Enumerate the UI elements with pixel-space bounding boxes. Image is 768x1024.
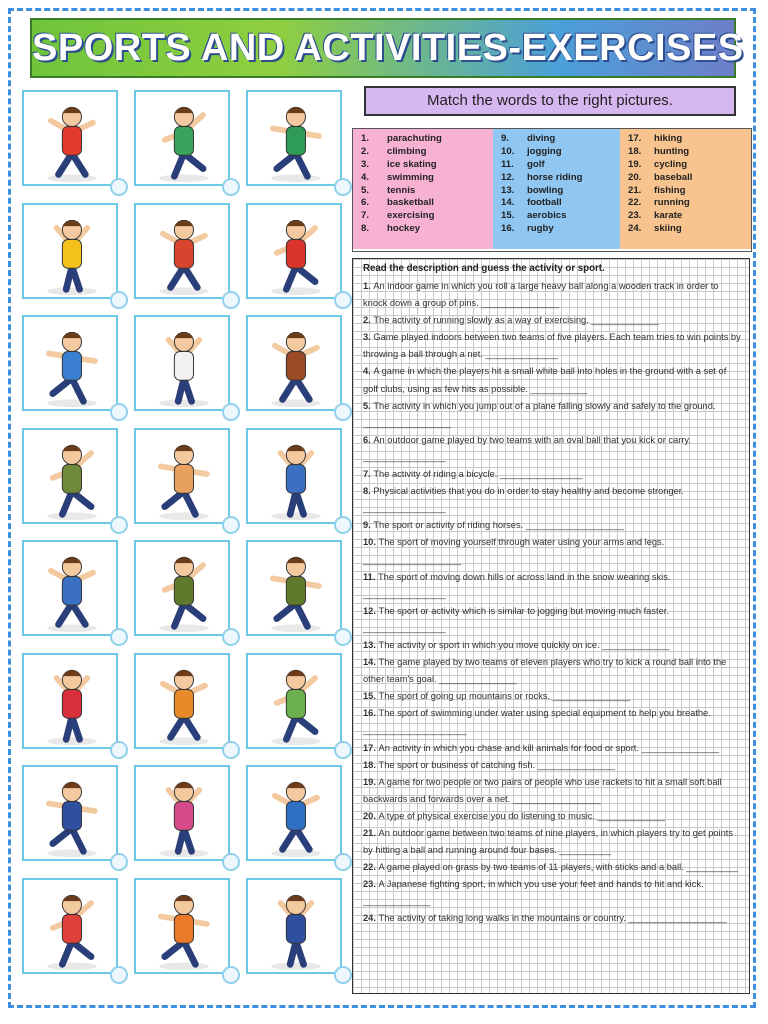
word-bank-item [628,159,751,172]
word-number: 21. [628,184,642,196]
word-number: 2. [361,145,370,157]
question-number: 15. [363,691,379,702]
picture-grid [18,90,348,996]
question-text: The activity of running slowly as a way of exercising. _____________ [373,315,659,326]
word-number: 3. [361,158,370,170]
word-label: rugby [527,223,554,235]
question-number: 1. [363,281,374,291]
answer-circle[interactable] [334,741,352,759]
word-bank-item [501,159,620,172]
answer-circle[interactable] [334,291,352,309]
word-label: parachuting [387,133,442,144]
question-number: 12. [363,605,379,616]
word-label: karate [654,210,683,222]
ice-skater-icon [136,205,228,297]
baseball-player-icon [248,430,340,522]
word-label: running [654,197,690,209]
description-exercise [352,258,750,994]
bowlers-icon [24,542,116,634]
word-bank-item [361,223,493,236]
word-label: tennis [387,184,416,196]
question-item [363,825,741,859]
sport-picture [22,203,118,299]
word-bank-item [628,172,751,185]
page-title: SPORTS AND ACTIVITIES-EXERCISES [32,27,744,69]
question-text: A Japanese fighting sport, in which you use your feet and hands to hit and kick. _____________ [363,879,704,907]
question-item [363,688,741,705]
word-number: 23. [628,210,642,222]
question-item [363,466,741,483]
word-number: 13. [501,184,515,196]
question-text: The sport or business of catching fish. _______________ [378,759,616,770]
question-text: The sport of swimming under water using special equipment to help you breathe. ____________________ [363,708,711,736]
sport-picture [134,315,230,411]
word-bank-item [501,210,620,223]
word-bank-item [628,197,751,210]
question-text: A game for two people or two pairs of people who use rackets to hit a small soft ball backwards and forwards over a net. _________________ [363,776,722,804]
question-text: The game played by two teams of eleven players who try to kick a round ball into the other team's goal. _______________ [363,657,727,685]
tennis-player-icon [24,92,116,184]
answer-circle[interactable] [334,178,352,196]
cyclist-icon [24,317,116,409]
question-text: An activity in which you chase and kill animals for food or sport. _______________ [378,742,720,753]
question-item [363,278,741,312]
word-bank-column [620,129,751,249]
sport-picture [22,540,118,636]
word-bank-item [501,133,620,146]
question-number: 17. [363,742,379,753]
question-text: A type of physical exercise you do listening to music. _____________ [378,810,665,821]
answer-circle[interactable] [222,853,240,871]
word-bank-item [501,223,620,236]
question-number: 8. [363,486,374,497]
question-number: 10. [363,537,379,548]
jogging-couple-icon [136,767,228,859]
word-label: baseball [654,171,693,183]
sport-picture [134,653,230,749]
question-text: Game played indoors between two teams of five players. Each team tries to win points by throwing a ball through a net. ______________ [363,332,741,360]
answer-circle[interactable] [222,516,240,534]
fisherman-icon [24,430,116,522]
question-text: Physical activities that you do in order to stay healthy and become stronger. ________________ [363,486,684,514]
answer-circle[interactable] [110,291,128,309]
rowing-exercise-icon [248,655,340,747]
word-bank-item [361,172,493,185]
sport-picture [134,540,230,636]
hiking-family-icon [136,92,228,184]
answer-circle[interactable] [110,178,128,196]
sport-picture [246,428,342,524]
sport-picture [246,878,342,974]
word-bank-item [501,146,620,159]
word-label: football [527,197,562,209]
answer-circle[interactable] [110,966,128,984]
word-bank [352,128,752,252]
question-number: 3. [363,332,374,343]
question-text: The activity or sport in which you move quickly on ice. _____________ [378,639,670,650]
question-item [363,757,741,774]
question-number: 23. [363,879,379,890]
word-label: ice skating [387,158,437,170]
karate-fighter-icon [136,317,228,409]
question-text: An outdoor game between two teams of nine players, in which players try to get points by hitting a ball and running around four bases. __________ [363,828,734,856]
answer-circle[interactable] [110,853,128,871]
sport-picture [134,428,230,524]
word-number: 12. [501,171,515,183]
word-label: bowling [527,184,564,196]
word-number: 11. [501,158,514,170]
question-number: 2. [363,315,374,326]
answer-circle[interactable] [222,741,240,759]
question-item [363,637,741,654]
title-banner [30,18,744,78]
answer-circle[interactable] [222,178,240,196]
sport-picture [22,90,118,186]
sport-picture [134,90,230,186]
sport-picture [246,315,342,411]
word-bank-item [501,185,620,198]
word-number: 19. [628,158,642,170]
question-item [363,329,741,363]
rugby-player-icon [24,767,116,859]
word-number: 15. [501,210,515,222]
sport-picture [22,653,118,749]
question-item [363,808,741,825]
answer-circle[interactable] [334,853,352,871]
sport-picture [246,765,342,861]
question-item [363,432,741,466]
word-bank-item [361,159,493,172]
word-bank-item [628,223,751,236]
question-number: 6. [363,434,374,445]
football-kicker-icon [248,205,340,297]
sport-picture [22,428,118,524]
question-text: The sport or activity which is similar to jogging but moving much faster. ________________ [363,605,669,633]
word-bank-column [353,129,493,249]
question-number: 19. [363,776,379,787]
question-number: 13. [363,639,379,650]
exercise-heading: Read the description and guess the activity or sport. [363,263,605,274]
question-item [363,859,741,876]
question-number: 20. [363,810,379,821]
word-bank-item [628,210,751,223]
question-item [363,774,741,808]
answer-circle[interactable] [222,403,240,421]
word-label: horse riding [527,171,583,183]
answer-circle[interactable] [110,403,128,421]
word-label: cycling [654,158,688,170]
word-bank-item [361,146,493,159]
question-text: The sport of moving yourself through water using your arms and legs. ___________________ [363,537,665,565]
sport-picture [246,540,342,636]
word-label: golf [527,158,545,170]
word-label: hunting [654,145,690,157]
question-item [363,603,741,637]
word-number: 20. [628,171,642,183]
tv-aerobics-icon [248,92,340,184]
word-number: 16. [501,223,515,235]
word-number: 1. [361,133,370,144]
question-number: 11. [363,571,378,582]
sport-picture [246,203,342,299]
word-number: 9. [501,133,510,144]
question-number: 16. [363,708,379,719]
question-text: An indoor game in which you roll a large heavy ball along a wooden track in order to knock down a group of pins. _______________ [363,281,719,309]
matching-instruction: Match the words to the right pictures. [364,86,736,116]
sport-picture [246,90,342,186]
word-label: aerobics [527,210,567,222]
word-label: jogging [527,145,562,157]
word-bank-item [628,146,751,159]
word-bank-item [361,185,493,198]
answer-circle[interactable] [110,741,128,759]
sport-picture [134,203,230,299]
word-bank-item [501,197,620,210]
question-text: A game in which the players hit a small white ball into holes in the ground with a set of golf clubs, using as few hits as possible. ___________ [363,366,727,394]
sport-picture [22,315,118,411]
word-bank-item [361,133,493,146]
word-number: 10. [501,145,515,157]
scuba-diver-icon [136,655,228,747]
word-label: hockey [387,223,421,235]
question-item [363,517,741,534]
question-number: 21. [363,828,379,838]
question-text: The sport of going up mountains or rocks. _______________ [378,691,631,702]
question-item [363,740,741,757]
word-number: 7. [361,210,370,222]
sport-picture [22,878,118,974]
question-text: The activity of taking long walks in the mountains or country. ___________________ [378,913,727,924]
hockey-player-icon [24,205,116,297]
question-item [363,363,741,397]
word-bank-item [628,185,751,198]
question-text: The sport of moving down hills or across land in the snow wearing skis. ________________ [363,571,671,599]
word-number: 22. [628,197,642,209]
answer-circle[interactable] [222,628,240,646]
basketball-player-icon [136,880,228,972]
answer-circle[interactable] [222,966,240,984]
question-item [363,312,741,329]
sport-picture [134,878,230,974]
climber-icon [248,542,340,634]
question-text: An outdoor game played by two teams with an oval ball that you kick or carry. ________________ [363,434,691,462]
running-boy-icon [24,880,116,972]
hunter-icon [136,542,228,634]
word-label: swimming [387,171,434,183]
word-bank-item [501,172,620,185]
question-number: 22. [363,862,379,873]
question-number: 14. [363,657,379,668]
answer-circle[interactable] [222,291,240,309]
question-item [363,483,741,517]
question-item [363,910,741,927]
answer-circle[interactable] [110,516,128,534]
word-number: 24. [628,223,642,235]
question-text: A game played on grass by two teams of 11 players, with sticks and a ball. __________ [378,862,739,873]
question-item [363,398,741,432]
question-item [363,654,741,688]
question-number: 7. [363,469,374,480]
question-number: 9. [363,520,374,531]
answer-circle[interactable] [334,628,352,646]
word-number: 6. [361,197,370,209]
word-bank-column [493,129,620,249]
question-list [363,278,741,928]
answer-circle[interactable] [110,628,128,646]
question-number: 4. [363,366,374,377]
word-number: 18. [628,145,642,157]
word-bank-item [361,197,493,210]
question-item [363,534,741,568]
word-bank-item [361,210,493,223]
word-label: basketball [387,197,434,209]
skier-icon [248,767,340,859]
question-item [363,705,741,739]
swimmer-diving-icon [24,655,116,747]
question-text: The sport or activity of riding horses. ___________________ [373,520,625,531]
sport-picture [22,765,118,861]
answer-circle[interactable] [334,966,352,984]
question-number: 24. [363,913,379,924]
sport-picture [246,653,342,749]
word-number: 14. [501,197,515,209]
word-number: 17. [628,133,642,144]
parachuting-divers-icon [136,430,228,522]
word-label: hiking [654,133,683,144]
question-number: 5. [363,400,374,411]
question-text: The activity of riding a bicycle. ________________ [373,469,583,480]
sport-picture [134,765,230,861]
question-item [363,569,741,603]
word-number: 4. [361,171,370,183]
answer-circle[interactable] [334,516,352,534]
question-item [363,876,741,910]
word-number: 8. [361,223,370,235]
word-label: climbing [387,145,427,157]
question-number: 18. [363,759,379,770]
word-bank-item [628,133,751,146]
word-label: diving [527,133,556,144]
word-label: exercising [387,210,435,222]
word-number: 5. [361,184,370,196]
word-label: skiing [654,223,682,235]
golfer-icon [248,880,340,972]
horse-rider-icon [248,317,340,409]
word-label: fishing [654,184,686,196]
question-text: The activity in which you jump out of a plane falling slowly and safely to the ground. _________________ [363,400,716,428]
answer-circle[interactable] [334,403,352,421]
